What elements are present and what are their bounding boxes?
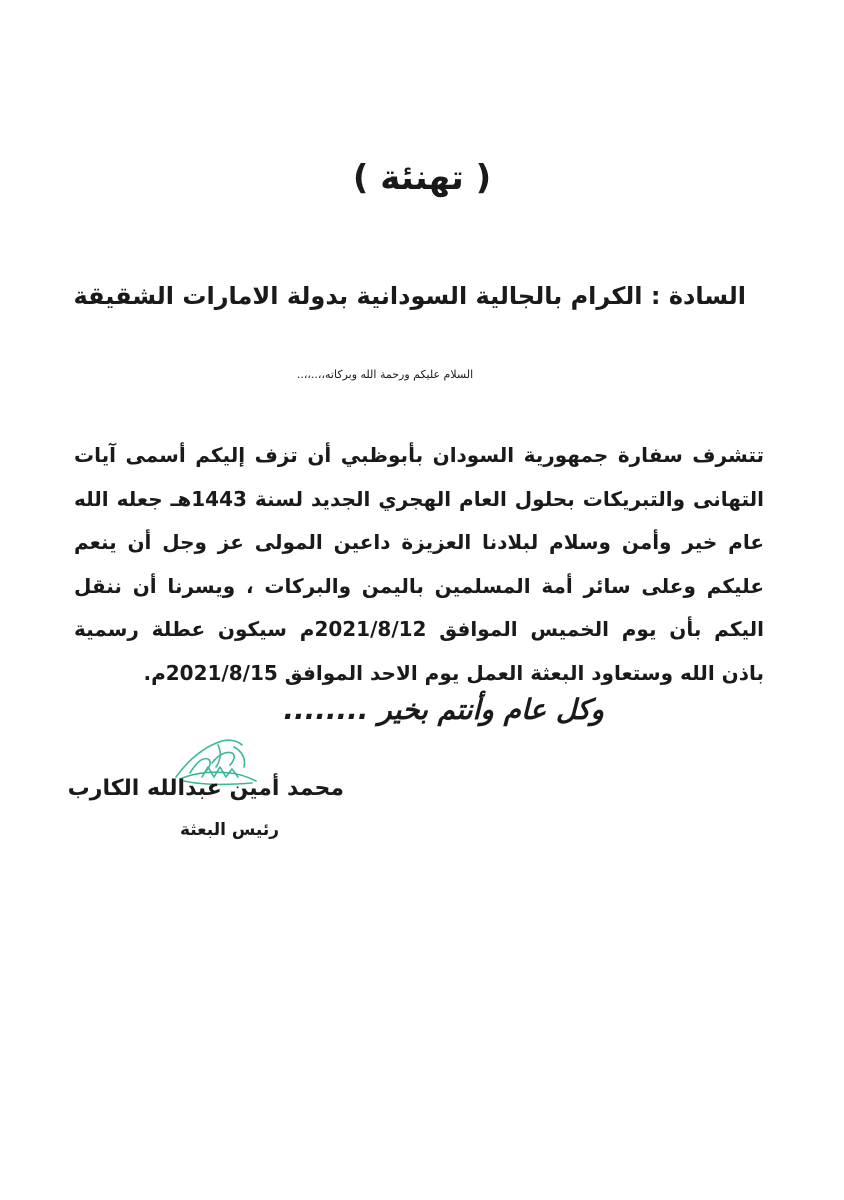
body-paragraph: تتشرف سفارة جمهورية السودان بأبوظبي أن تزف إليكم أسمى آيات التهانى والتبريكات بحلول العام الهجري الجديد لسنة 1443هـ جعله الله عام خير وأمن وسلام لبلادنا العزيزة داعين المولى عز وجل أن ينعم عليكم وعلى سائر أمة المسلمين باليمن والبركات ، ويسرنا أن ننقل اليكم بأن يوم الخميس الموافق 2021/8/12م سيكون عطلة رسمية باذن الله وستعاود البعثة العمل يوم الاحد الموافق 2021/8/15م. xyxy=(74,443,764,685)
letter-body xyxy=(74,434,764,695)
closing-line: وكل عام وأنتم بخير ........ xyxy=(283,693,604,726)
signer-name: محمد أمين عبدالله الكارب xyxy=(67,776,344,801)
addressee-line: السادة : الكرام بالجالية السودانية بدولة الامارات الشقيقة xyxy=(73,282,746,310)
signer-title: رئيس البعثة xyxy=(179,820,279,840)
letter-title: ( تهنئة ) xyxy=(352,158,492,198)
greeting-line: السلام عليكم ورحمة الله وبركاته،،..،،.. xyxy=(296,368,474,381)
